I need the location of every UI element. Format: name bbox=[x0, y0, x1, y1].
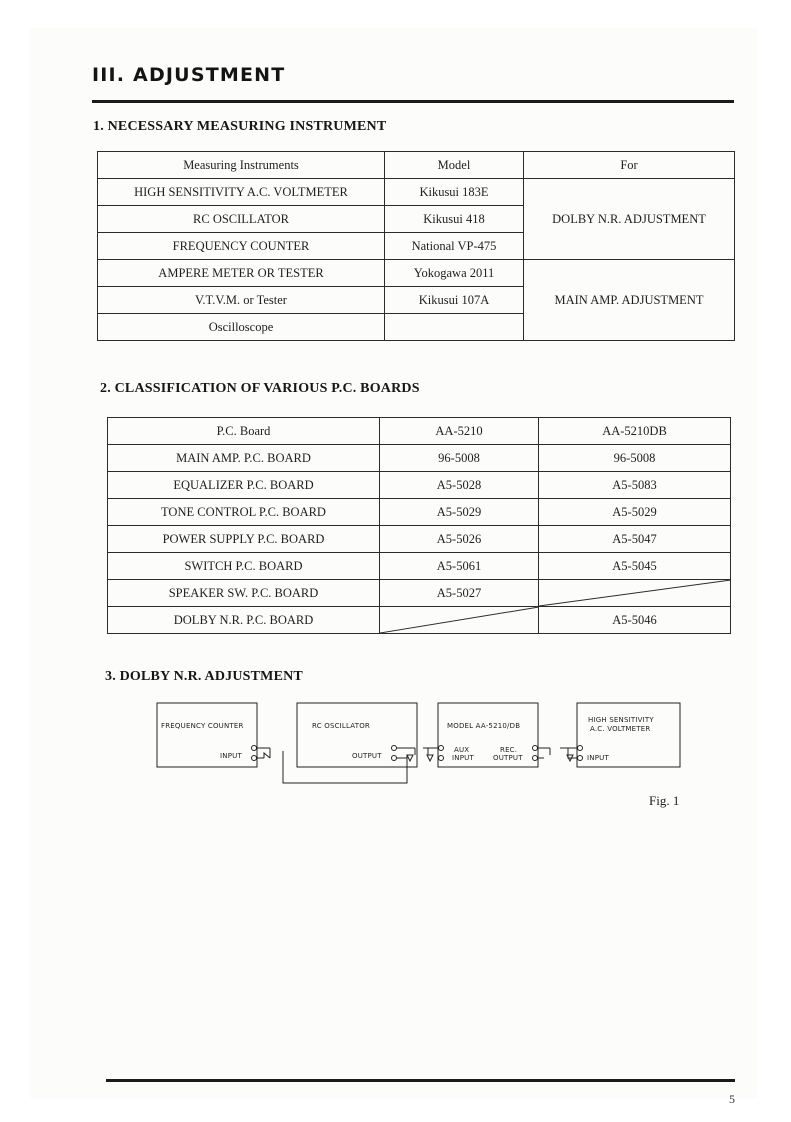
voltmeter-input-jack bbox=[578, 756, 583, 761]
section-3-title: 3. DOLBY N.R. ADJUSTMENT bbox=[105, 669, 303, 684]
table-row bbox=[108, 445, 731, 472]
rc-output-jack bbox=[392, 756, 397, 761]
aux-input-label: INPUT bbox=[452, 754, 474, 762]
table-header-row bbox=[98, 152, 735, 179]
frequency-counter-box bbox=[157, 703, 257, 767]
board-cell: SPEAKER SW. P.C. BOARD bbox=[108, 580, 380, 607]
table-header-row bbox=[108, 418, 731, 445]
column-header: For bbox=[524, 152, 735, 179]
model-label: MODEL AA-5210/DB bbox=[447, 722, 521, 730]
section-2-title: 2. CLASSIFICATION OF VARIOUS P.C. BOARDS bbox=[100, 381, 420, 396]
table-row bbox=[108, 526, 731, 553]
freq-input-jack bbox=[252, 746, 257, 751]
aa5210-cell: A5-5027 bbox=[380, 580, 539, 607]
section-1-title: 1. NECESSARY MEASURING INSTRUMENT bbox=[93, 119, 387, 134]
figure-caption: Fig. 1 bbox=[649, 793, 680, 808]
instrument-table bbox=[97, 151, 735, 341]
diagonal-strike bbox=[539, 580, 731, 606]
instrument-cell: FREQUENCY COUNTER bbox=[98, 233, 385, 260]
instrument-cell: AMPERE METER OR TESTER bbox=[98, 260, 385, 287]
rec-output-jack bbox=[533, 756, 538, 761]
aa5210db-cell: A5-5083 bbox=[539, 472, 731, 499]
diagonal-strike bbox=[380, 607, 539, 633]
not-applicable-cell bbox=[380, 607, 539, 634]
table-row bbox=[98, 179, 735, 206]
for-cell: DOLBY N.R. ADJUSTMENT bbox=[524, 179, 735, 260]
table-row bbox=[108, 553, 731, 580]
rc-oscillator-label: RC OSCILLATOR bbox=[312, 722, 370, 730]
aux-input-jack bbox=[439, 746, 444, 751]
board-cell: POWER SUPPLY P.C. BOARD bbox=[108, 526, 380, 553]
aa5210db-cell: A5-5046 bbox=[539, 607, 731, 634]
freq-input-label: INPUT bbox=[220, 752, 242, 760]
instrument-cell: Oscilloscope bbox=[98, 314, 385, 341]
aa5210-cell: 96-5008 bbox=[380, 445, 539, 472]
connection-diagram bbox=[140, 695, 700, 795]
column-header: Measuring Instruments bbox=[98, 152, 385, 179]
rec-label: REC. bbox=[500, 746, 518, 754]
column-header: P.C. Board bbox=[108, 418, 380, 445]
aa5210-cell: A5-5029 bbox=[380, 499, 539, 526]
model-cell: Kikusui 107A bbox=[385, 287, 524, 314]
cable-model-voltmeter bbox=[538, 748, 577, 761]
freq-counter-label: FREQUENCY COUNTER bbox=[161, 722, 244, 730]
table-row bbox=[98, 260, 735, 287]
voltmeter-input-jack bbox=[578, 746, 583, 751]
table-row bbox=[108, 607, 731, 634]
rc-output-label: OUTPUT bbox=[352, 752, 382, 760]
board-cell: DOLBY N.R. P.C. BOARD bbox=[108, 607, 380, 634]
aa5210-cell: A5-5028 bbox=[380, 472, 539, 499]
cable-counter bbox=[257, 748, 407, 783]
aa5210db-cell: 96-5008 bbox=[539, 445, 731, 472]
model-cell: Kikusui 418 bbox=[385, 206, 524, 233]
footer-rule bbox=[106, 1079, 735, 1082]
column-header: AA-5210 bbox=[380, 418, 539, 445]
model-cell bbox=[385, 314, 524, 341]
column-header: AA-5210DB bbox=[539, 418, 731, 445]
rec-output-label: OUTPUT bbox=[493, 754, 523, 762]
rec-output-jack bbox=[533, 746, 538, 751]
not-applicable-cell bbox=[539, 580, 731, 607]
page-number: 5 bbox=[729, 1092, 735, 1106]
board-cell: EQUALIZER P.C. BOARD bbox=[108, 472, 380, 499]
for-cell: MAIN AMP. ADJUSTMENT bbox=[524, 260, 735, 341]
aux-label: AUX bbox=[454, 746, 470, 754]
board-cell: SWITCH P.C. BOARD bbox=[108, 553, 380, 580]
freq-input-jack bbox=[252, 756, 257, 761]
board-cell: MAIN AMP. P.C. BOARD bbox=[108, 445, 380, 472]
instrument-cell: HIGH SENSITIVITY A.C. VOLTMETER bbox=[98, 179, 385, 206]
rc-output-jack bbox=[392, 746, 397, 751]
aux-input-jack bbox=[439, 756, 444, 761]
voltmeter-input-label: INPUT bbox=[587, 754, 609, 762]
instrument-cell: V.T.V.M. or Tester bbox=[98, 287, 385, 314]
table-row bbox=[108, 499, 731, 526]
aa5210db-cell: A5-5029 bbox=[539, 499, 731, 526]
aa5210-cell: A5-5061 bbox=[380, 553, 539, 580]
aa5210-cell: A5-5026 bbox=[380, 526, 539, 553]
page-title: III. ADJUSTMENT bbox=[92, 64, 286, 86]
model-cell: Yokogawa 2011 bbox=[385, 260, 524, 287]
voltmeter-label-line1: HIGH SENSITIVITY bbox=[588, 716, 654, 724]
table-row bbox=[108, 472, 731, 499]
aa5210db-cell: A5-5045 bbox=[539, 553, 731, 580]
model-cell: Kikusui 183E bbox=[385, 179, 524, 206]
instrument-cell: RC OSCILLATOR bbox=[98, 206, 385, 233]
board-cell: TONE CONTROL P.C. BOARD bbox=[108, 499, 380, 526]
voltmeter-label-line2: A.C. VOLTMETER bbox=[590, 725, 651, 733]
table-row bbox=[108, 580, 731, 607]
column-header: Model bbox=[385, 152, 524, 179]
aa5210db-cell: A5-5047 bbox=[539, 526, 731, 553]
model-cell: National VP-475 bbox=[385, 233, 524, 260]
title-rule bbox=[92, 100, 734, 103]
pc-board-table bbox=[107, 417, 731, 634]
